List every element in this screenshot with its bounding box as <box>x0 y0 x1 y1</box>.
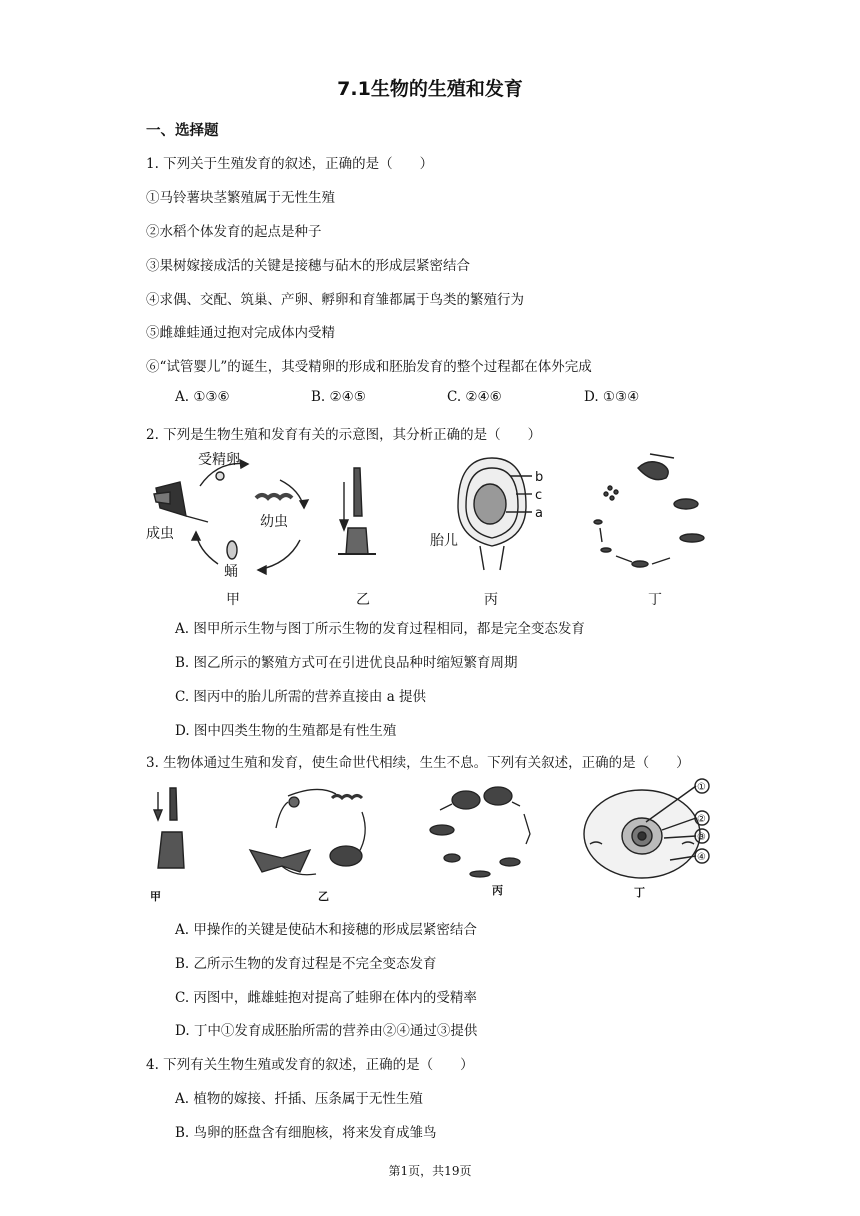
question-1-option-d: D. ①③④ <box>584 389 640 405</box>
figure-label-bing: 丙 <box>492 884 503 897</box>
figure-label-ding: 丁 <box>634 886 645 899</box>
question-4-option-b: B. 鸟卵的胚盘含有细胞核，将来发育成雏鸟 <box>175 1125 437 1141</box>
question-1-item: ②水稻个体发育的起点是种子 <box>146 224 322 240</box>
label-a: a <box>535 506 543 521</box>
label-fetus: 胎儿 <box>430 533 458 549</box>
fetus-uterus-diagram <box>458 458 532 570</box>
question-4-stem: 4. 下列有关生物生殖或发育的叙述，正确的是（ ） <box>146 1057 474 1073</box>
figure-label-bing: 丙 <box>484 592 498 608</box>
question-4-option-a: A. 植物的嫁接、扦插、压条属于无性生殖 <box>175 1091 423 1107</box>
page-title: 7.1生物的生殖和发育 <box>337 78 523 100</box>
question-3-option-b: B. 乙所示生物的发育过程是不完全变态发育 <box>175 956 437 972</box>
label-fertilized-egg: 受精卵 <box>198 452 240 468</box>
grafting-diagram <box>154 788 184 868</box>
figure-label-ding: 丁 <box>648 592 662 608</box>
question-3-figure <box>140 774 730 908</box>
figure-label-yi: 乙 <box>356 592 370 608</box>
question-1-item: ⑤雌雄蛙通过抱对完成体内受精 <box>146 325 335 341</box>
label-larva: 幼虫 <box>260 514 288 530</box>
label-adult: 成虫 <box>146 526 174 542</box>
question-1-option-a: A. ①③⑥ <box>175 389 230 405</box>
label-circle-1: ① <box>697 782 706 793</box>
figure-label-jia: 甲 <box>226 592 240 608</box>
label-circle-4: ④ <box>697 852 706 863</box>
figure-label-yi: 乙 <box>318 890 329 903</box>
question-1-stem: 1. 下列关于生殖发育的叙述，正确的是（ ） <box>146 156 434 172</box>
question-1-item: ④求偶、交配、筑巢、产卵、孵卵和育雏都属于鸟类的繁殖行为 <box>146 292 524 308</box>
question-1-item: ①马铃薯块茎繁殖属于无性生殖 <box>146 190 335 206</box>
question-1-option-c: C. ②④⑥ <box>447 389 502 405</box>
frog-life-cycle-diagram <box>594 454 704 567</box>
grafting-diagram <box>338 468 376 554</box>
page-footer: 第1页，共19页 <box>388 1164 472 1178</box>
figure-label-jia: 甲 <box>150 890 161 903</box>
label-pupa: 蛹 <box>224 564 238 580</box>
question-2-stem: 2. 下列是生物生殖和发育有关的示意图，其分析正确的是（ ） <box>146 427 542 443</box>
question-3-option-a: A. 甲操作的关键是使砧木和接穗的形成层紧密结合 <box>175 922 477 938</box>
question-2-option-d: D. 图中四类生物的生殖都是有性生殖 <box>175 723 397 739</box>
question-2-option-a: A. 图甲所示生物与图丁所示生物的发育过程相同，都是完全变态发育 <box>175 621 585 637</box>
question-3-stem: 3. 生物体通过生殖和发育，使生命世代相续，生生不息。下列有关叙述，正确的是（ ） <box>146 755 690 771</box>
question-1-option-b: B. ②④⑤ <box>311 389 366 405</box>
bird-egg-diagram <box>584 779 709 878</box>
question-2-option-b: B. 图乙所示的繁殖方式可在引进优良品种时缩短繁育周期 <box>175 655 518 671</box>
label-circle-2: ② <box>697 814 706 825</box>
section-heading: 一、选择题 <box>146 123 219 139</box>
label-b: b <box>535 470 544 485</box>
question-3-option-c: C. 丙图中，雌雄蛙抱对提高了蛙卵在体内的受精率 <box>175 990 477 1006</box>
question-2-figure <box>140 446 740 612</box>
label-circle-3: ③ <box>697 832 706 843</box>
moth-life-cycle-diagram <box>250 789 365 874</box>
frog-life-cycle-diagram <box>430 787 530 877</box>
label-c: c <box>535 488 543 503</box>
question-1-item: ⑥“试管婴儿”的诞生，其受精卵的形成和胚胎发育的整个过程都在体外完成 <box>146 359 592 375</box>
question-3-option-d: D. 丁中①发育成胚胎所需的营养由②④通过③提供 <box>175 1023 478 1039</box>
question-2-option-c: C. 图丙中的胎儿所需的营养直接由 a 提供 <box>175 689 427 705</box>
question-1-item: ③果树嫁接成活的关键是接穗与砧木的形成层紧密结合 <box>146 258 470 274</box>
